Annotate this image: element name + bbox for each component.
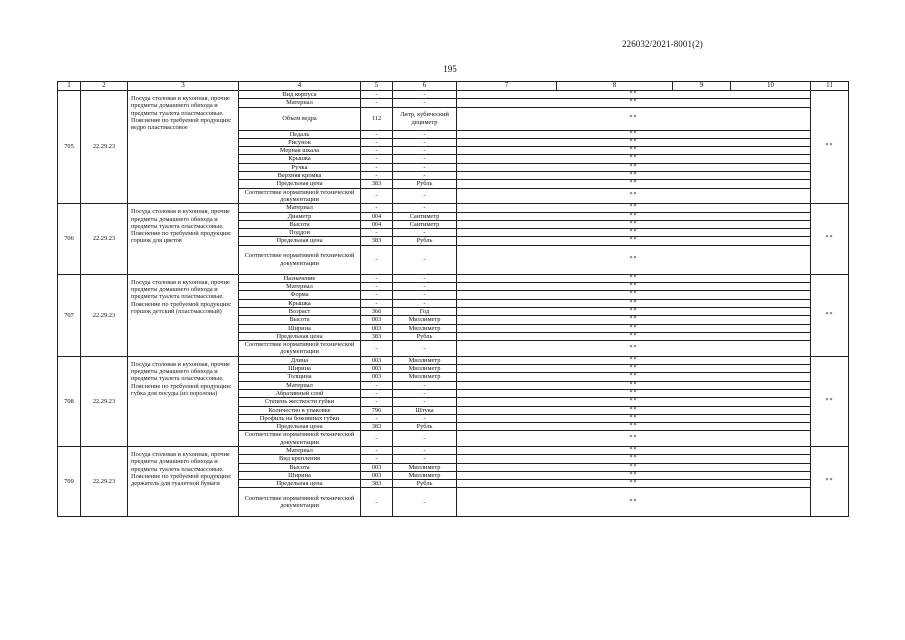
unit-of-measure: - xyxy=(393,283,457,291)
characteristic-value: - xyxy=(361,381,393,389)
unit-of-measure: - xyxy=(393,455,457,463)
characteristic-value: 796 xyxy=(361,406,393,414)
merged-requirements-cell: ** xyxy=(457,455,811,463)
characteristic-value: 003 xyxy=(361,316,393,324)
characteristic-name: Материал xyxy=(239,204,361,212)
characteristic-value: - xyxy=(361,431,393,447)
column-number: 9 xyxy=(673,82,731,91)
characteristic-value: 383 xyxy=(361,332,393,340)
unit-of-measure: - xyxy=(393,138,457,146)
characteristic-value: - xyxy=(361,172,393,180)
requirements-table xyxy=(57,81,849,517)
table-row xyxy=(58,446,849,454)
row-number: 705 xyxy=(58,91,81,204)
characteristic-value: - xyxy=(361,130,393,138)
column-number: 3 xyxy=(128,82,239,91)
characteristic-value: - xyxy=(361,91,393,99)
merged-requirements-cell: ** xyxy=(457,188,811,204)
unit-of-measure: Рубль xyxy=(393,332,457,340)
characteristic-name: Высота xyxy=(239,220,361,228)
characteristic-name: Соответствие нормативной технической документации xyxy=(239,488,361,517)
characteristic-name: Педаль xyxy=(239,130,361,138)
characteristic-name: Соответствие нормативной технической документации xyxy=(239,341,361,357)
unit-of-measure: Миллиметр xyxy=(393,463,457,471)
column-number: 6 xyxy=(393,82,457,91)
product-description: Посуда столовая и кухонная, прочие предметы домашнего обихода и предметы туалета пластмассовые. Пояснение по требуемой продукции: губка для посуды (из поролона) xyxy=(128,356,239,446)
product-description: Посуда столовая и кухонная, прочие предметы домашнего обихода и предметы туалета пластмассовые. Пояснение по требуемой продукции: горшок детский (пластмассовый) xyxy=(128,274,239,356)
characteristic-name: Соответствие нормативной технической документации xyxy=(239,188,361,204)
characteristic-name: Объем ведра xyxy=(239,107,361,130)
unit-of-measure: Миллиметр xyxy=(393,316,457,324)
merged-requirements-cell: ** xyxy=(457,245,811,274)
characteristic-value: - xyxy=(361,274,393,282)
merged-requirements-cell: ** xyxy=(457,463,811,471)
characteristic-name: Материал xyxy=(239,99,361,107)
row-number: 708 xyxy=(58,356,81,446)
merged-requirements-cell: ** xyxy=(457,431,811,447)
characteristic-value: 112 xyxy=(361,107,393,130)
column-number: 10 xyxy=(731,82,811,91)
characteristic-name: Предельная цена xyxy=(239,332,361,340)
characteristic-value: - xyxy=(361,188,393,204)
column-number: 5 xyxy=(361,82,393,91)
characteristic-value: 003 xyxy=(361,463,393,471)
characteristic-name: Форма xyxy=(239,291,361,299)
unit-of-measure: - xyxy=(393,341,457,357)
merged-requirements-cell: ** xyxy=(457,332,811,340)
unit-of-measure: - xyxy=(393,130,457,138)
unit-of-measure: Литр, кубический дециметр xyxy=(393,107,457,130)
unit-of-measure: - xyxy=(393,446,457,454)
unit-of-measure: Сантиметр xyxy=(393,212,457,220)
characteristic-name: Материал xyxy=(239,381,361,389)
characteristic-name: Предельная цена xyxy=(239,237,361,245)
characteristic-value: - xyxy=(361,229,393,237)
characteristic-value: - xyxy=(361,389,393,397)
okpd2-code: 22.29.23 xyxy=(81,446,128,516)
okpd2-code: 22.29.23 xyxy=(81,274,128,356)
characteristic-name: Толщина xyxy=(239,373,361,381)
characteristic-value: - xyxy=(361,446,393,454)
characteristic-name: Предельная цена xyxy=(239,180,361,188)
characteristic-value: 383 xyxy=(361,480,393,488)
column-number: 7 xyxy=(457,82,557,91)
unit-of-measure: Рубль xyxy=(393,237,457,245)
okpd2-code: 22.29.23 xyxy=(81,91,128,204)
characteristic-name: Профиль на боковинах губки xyxy=(239,414,361,422)
characteristic-value: 003 xyxy=(361,471,393,479)
merged-requirements-cell: ** xyxy=(457,172,811,180)
characteristic-name: Соответствие нормативной технической документации xyxy=(239,245,361,274)
merged-requirements-cell: ** xyxy=(457,204,811,212)
merged-requirements-cell: ** xyxy=(457,99,811,107)
characteristic-value: - xyxy=(361,138,393,146)
characteristic-value: 383 xyxy=(361,237,393,245)
characteristic-name: Ширина xyxy=(239,365,361,373)
characteristic-name: Диаметр xyxy=(239,212,361,220)
characteristic-name: Крышка xyxy=(239,155,361,163)
characteristic-value: - xyxy=(361,414,393,422)
characteristic-value: 366 xyxy=(361,307,393,315)
characteristic-name: Возраст xyxy=(239,307,361,315)
column-number-row xyxy=(58,82,849,91)
justification-cell: ** xyxy=(811,446,849,516)
characteristic-name: Вид корпуса xyxy=(239,91,361,99)
merged-requirements-cell: ** xyxy=(457,381,811,389)
table-row xyxy=(58,356,849,364)
merged-requirements-cell: ** xyxy=(457,274,811,282)
characteristic-value: 383 xyxy=(361,423,393,431)
characteristic-value: 003 xyxy=(361,324,393,332)
merged-requirements-cell: ** xyxy=(457,299,811,307)
okpd2-code: 22.29.23 xyxy=(81,356,128,446)
characteristic-value: 383 xyxy=(361,180,393,188)
unit-of-measure: Миллиметр xyxy=(393,471,457,479)
characteristic-name: Вид крепления xyxy=(239,455,361,463)
document-number: 226032/2021-8001(2) xyxy=(622,39,703,49)
unit-of-measure: - xyxy=(393,172,457,180)
unit-of-measure: Миллиметр xyxy=(393,365,457,373)
characteristic-name: Предельная цена xyxy=(239,423,361,431)
merged-requirements-cell: ** xyxy=(457,163,811,171)
merged-requirements-cell: ** xyxy=(457,423,811,431)
characteristic-name: Крышка xyxy=(239,299,361,307)
merged-requirements-cell: ** xyxy=(457,155,811,163)
characteristic-value: - xyxy=(361,147,393,155)
characteristic-name: Ручка xyxy=(239,163,361,171)
characteristic-name: Мерная шкала xyxy=(239,147,361,155)
characteristic-value: - xyxy=(361,283,393,291)
unit-of-measure: - xyxy=(393,381,457,389)
merged-requirements-cell: ** xyxy=(457,237,811,245)
characteristic-value: - xyxy=(361,488,393,517)
unit-of-measure: - xyxy=(393,274,457,282)
unit-of-measure: - xyxy=(393,147,457,155)
merged-requirements-cell: ** xyxy=(457,130,811,138)
merged-requirements-cell: ** xyxy=(457,147,811,155)
unit-of-measure: - xyxy=(393,204,457,212)
characteristic-name: Назначение xyxy=(239,274,361,282)
merged-requirements-cell: ** xyxy=(457,488,811,517)
characteristic-name: Соответствие нормативной технической документации xyxy=(239,431,361,447)
merged-requirements-cell: ** xyxy=(457,356,811,364)
characteristic-name: Материал xyxy=(239,283,361,291)
characteristic-name: Длина xyxy=(239,356,361,364)
merged-requirements-cell: ** xyxy=(457,180,811,188)
unit-of-measure: Рубль xyxy=(393,423,457,431)
table-row xyxy=(58,204,849,212)
characteristic-name: Абразивный слой xyxy=(239,389,361,397)
unit-of-measure: - xyxy=(393,299,457,307)
unit-of-measure: - xyxy=(393,389,457,397)
characteristic-value: 003 xyxy=(361,356,393,364)
merged-requirements-cell: ** xyxy=(457,220,811,228)
merged-requirements-cell: ** xyxy=(457,373,811,381)
characteristic-value: - xyxy=(361,99,393,107)
unit-of-measure: - xyxy=(393,291,457,299)
characteristic-value: - xyxy=(361,398,393,406)
unit-of-measure: Рубль xyxy=(393,480,457,488)
unit-of-measure: - xyxy=(393,229,457,237)
characteristic-name: Верхняя кромка xyxy=(239,172,361,180)
merged-requirements-cell: ** xyxy=(457,91,811,99)
unit-of-measure: Миллиметр xyxy=(393,324,457,332)
characteristic-value: - xyxy=(361,291,393,299)
characteristic-value: - xyxy=(361,245,393,274)
table-row xyxy=(58,91,849,99)
unit-of-measure: - xyxy=(393,245,457,274)
characteristic-name: Высота xyxy=(239,316,361,324)
characteristic-name: Количество в упаковке xyxy=(239,406,361,414)
characteristic-name: Поддон xyxy=(239,229,361,237)
merged-requirements-cell: ** xyxy=(457,471,811,479)
unit-of-measure: - xyxy=(393,163,457,171)
merged-requirements-cell: ** xyxy=(457,229,811,237)
unit-of-measure: - xyxy=(393,488,457,517)
unit-of-measure: Сантиметр xyxy=(393,220,457,228)
row-number: 709 xyxy=(58,446,81,516)
merged-requirements-cell: ** xyxy=(457,446,811,454)
column-number: 11 xyxy=(811,82,849,91)
unit-of-measure: - xyxy=(393,431,457,447)
justification-cell: ** xyxy=(811,91,849,204)
justification-cell: ** xyxy=(811,204,849,274)
merged-requirements-cell: ** xyxy=(457,283,811,291)
characteristic-value: - xyxy=(361,204,393,212)
characteristic-value: - xyxy=(361,341,393,357)
merged-requirements-cell: ** xyxy=(457,212,811,220)
characteristic-value: 004 xyxy=(361,212,393,220)
unit-of-measure: Год xyxy=(393,307,457,315)
characteristic-name: Высота xyxy=(239,463,361,471)
characteristic-value: - xyxy=(361,155,393,163)
column-number: 8 xyxy=(557,82,673,91)
merged-requirements-cell: ** xyxy=(457,316,811,324)
characteristic-value: - xyxy=(361,299,393,307)
merged-requirements-cell: ** xyxy=(457,414,811,422)
merged-requirements-cell: ** xyxy=(457,307,811,315)
merged-requirements-cell: ** xyxy=(457,480,811,488)
unit-of-measure: - xyxy=(393,91,457,99)
unit-of-measure: - xyxy=(393,188,457,204)
characteristic-name: Степень жесткости губки xyxy=(239,398,361,406)
merged-requirements-cell: ** xyxy=(457,341,811,357)
product-description: Посуда столовая и кухонная, прочие предметы домашнего обихода и предметы туалета пластмассовые. Пояснение по требуемой продукции: ведро пластмассовое xyxy=(128,91,239,204)
characteristic-value: 003 xyxy=(361,365,393,373)
characteristic-value: - xyxy=(361,163,393,171)
characteristic-value: - xyxy=(361,455,393,463)
table-row xyxy=(58,274,849,282)
characteristic-name: Ширина xyxy=(239,324,361,332)
column-number: 4 xyxy=(239,82,361,91)
characteristic-name: Предельная цена xyxy=(239,480,361,488)
unit-of-measure: - xyxy=(393,398,457,406)
merged-requirements-cell: ** xyxy=(457,406,811,414)
merged-requirements-cell: ** xyxy=(457,291,811,299)
merged-requirements-cell: ** xyxy=(457,107,811,130)
unit-of-measure: Миллиметр xyxy=(393,356,457,364)
merged-requirements-cell: ** xyxy=(457,324,811,332)
characteristic-value: 004 xyxy=(361,220,393,228)
characteristic-value: 003 xyxy=(361,373,393,381)
row-number: 706 xyxy=(58,204,81,274)
justification-cell: ** xyxy=(811,274,849,356)
characteristic-name: Материал xyxy=(239,446,361,454)
unit-of-measure: Рубль xyxy=(393,180,457,188)
merged-requirements-cell: ** xyxy=(457,365,811,373)
merged-requirements-cell: ** xyxy=(457,389,811,397)
okpd2-code: 22.29.23 xyxy=(81,204,128,274)
characteristic-name: Ширина xyxy=(239,471,361,479)
unit-of-measure: Миллиметр xyxy=(393,373,457,381)
merged-requirements-cell: ** xyxy=(457,138,811,146)
characteristic-name: Рисунок xyxy=(239,138,361,146)
justification-cell: ** xyxy=(811,356,849,446)
page-number: 195 xyxy=(443,64,457,74)
unit-of-measure: - xyxy=(393,99,457,107)
merged-requirements-cell: ** xyxy=(457,398,811,406)
column-number: 2 xyxy=(81,82,128,91)
unit-of-measure: Штука xyxy=(393,406,457,414)
column-number: 1 xyxy=(58,82,81,91)
unit-of-measure: - xyxy=(393,155,457,163)
unit-of-measure: - xyxy=(393,414,457,422)
product-description: Посуда столовая и кухонная, прочие предметы домашнего обихода и предметы туалета пластмассовые. Пояснение по требуемой продукции: держатель для туалетной бумаги xyxy=(128,446,239,516)
row-number: 707 xyxy=(58,274,81,356)
product-description: Посуда столовая и кухонная, прочие предметы домашнего обихода и предметы туалета пластмассовые. Пояснение по требуемой продукции: горшок для цветов xyxy=(128,204,239,274)
